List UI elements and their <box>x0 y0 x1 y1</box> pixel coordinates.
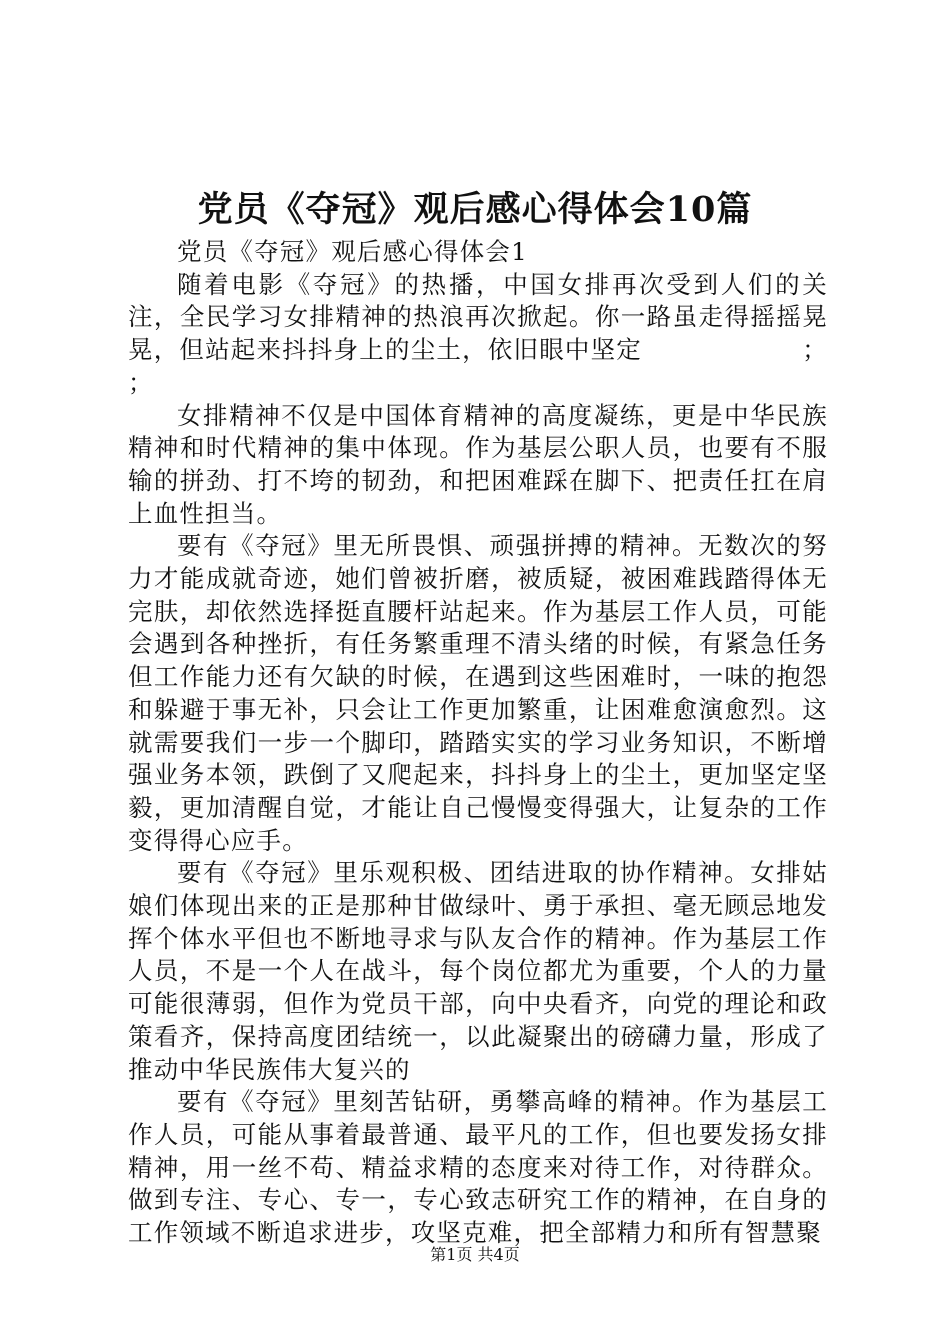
section-heading: 党员《夺冠》观后感心得体会1 <box>177 237 528 266</box>
paragraph-1 <box>128 269 828 367</box>
paragraph-4: 要有《夺冠》里乐观积极、团结进取的协作精神。女排姑娘们体现出来的正是那种甘做绿叶、勇于承担、毫无顾忌地发挥个体水平但也不断地寻求与队友合作的精神。作为基层工作人员，不是一个人在战斗，每个岗位都尤为重要，个人的力量可能很薄弱，但作为党员干部，向中央看齐，向党的理论和政策看齐，保持高度团结统一，以此凝聚出的磅礴力量，形成了推动中华民族伟大复兴的 <box>128 858 828 1084</box>
document-title: 党员《夺冠》观后感心得体会10篇 <box>197 189 753 230</box>
stray-semicolon-line <box>128 367 828 400</box>
stray-semicolon: ； <box>802 335 828 365</box>
stray-semicolon: ； <box>128 367 154 397</box>
document-body <box>128 236 828 1250</box>
paragraph-5: 要有《夺冠》里刻苦钻研，勇攀高峰的精神。作为基层工作人员，可能从事着最普通、最平凡的工作，但也要发扬女排精神，用一丝不苟、精益求精的态度来对待工作，对待群众。做到专注、专心、专一，专心致志研究工作的精神，在自身的工作领域不断追求进步，攻坚克难，把全部精力和所有智慧聚 <box>128 1087 828 1248</box>
paragraph-2: 女排精神不仅是中国体育精神的高度凝练，更是中华民族精神和时代精神的集中体现。作为基层公职人员，也要有不服输的拼劲、打不垮的韧劲，和把困难踩在脚下、把责任扛在肩上血性担当。 <box>128 400 828 528</box>
paragraph-3: 要有《夺冠》里无所畏惧、顽强拼搏的精神。无数次的努力才能成就奇迹，她们曾被折磨，被质疑，被困难践踏得体无完肤，却依然选择挺直腰杆站起来。作为基层工作人员，可能会遇到各种挫折，有任务繁重理不清头绪的时候，有紧急任务但工作能力还有欠缺的时候，在遇到这些困难时，一味的抱怨和躲避于事无补，只会让工作更加繁重，让困难愈演愈烈。这就需要我们一步一个脚印，踏踏实实的学习业务知识，不断增强业务本领，跌倒了又爬起来，抖抖身上的尘土，更加坚定坚毅，更加清醒自觉，才能让自己慢慢变得强大，让复杂的工作变得得心应手。 <box>128 531 828 855</box>
page-footer: 第1页 共4页 <box>430 1245 520 1264</box>
paragraph-1-text: 随着电影《夺冠》的热播，中国女排再次受到人们的关注，全民学习女排精神的热浪再次掀起。你一路虽走得摇摇晃晃，但站起来抖抖身上的尘土，依旧眼中坚定 <box>128 269 828 365</box>
